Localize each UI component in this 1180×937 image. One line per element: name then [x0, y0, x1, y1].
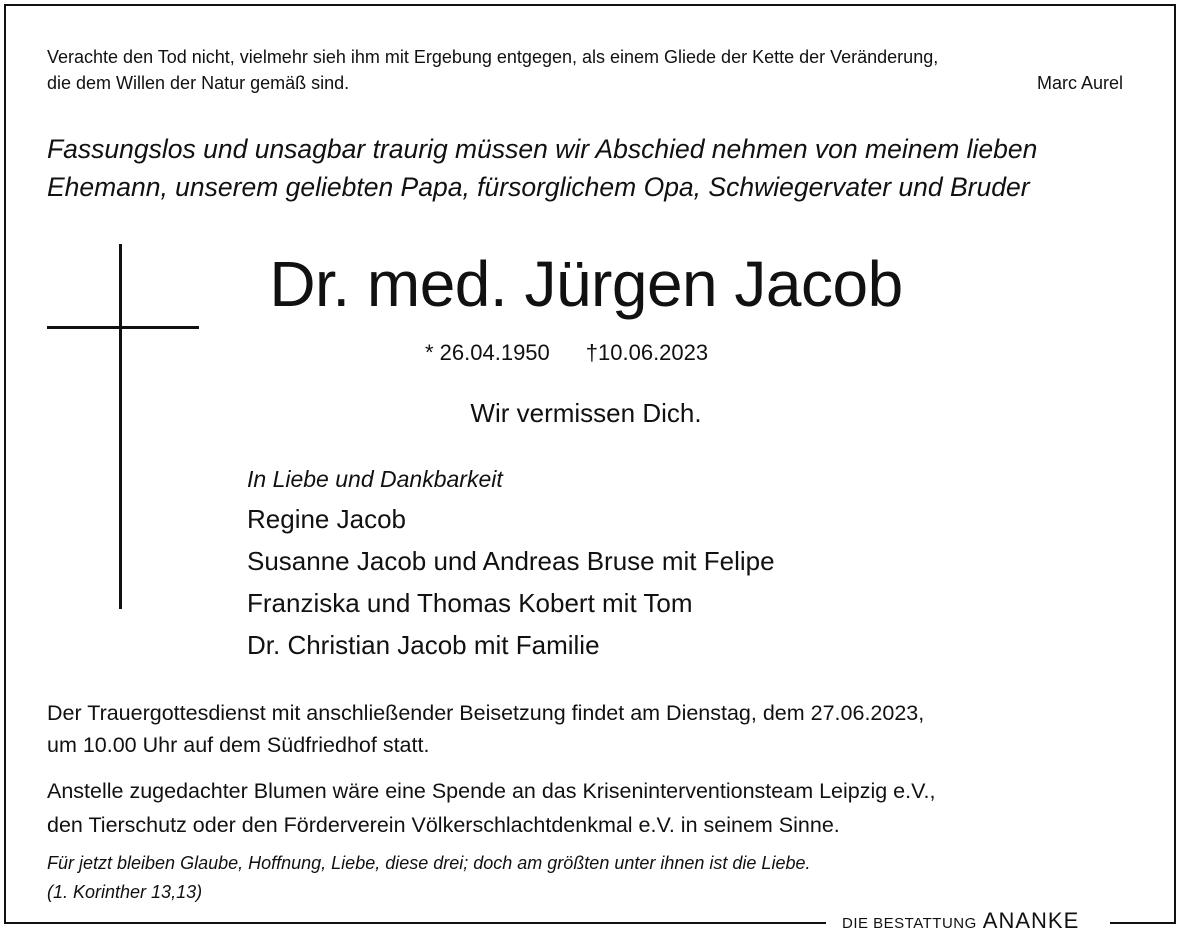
- intro-text: [47, 130, 1037, 206]
- frame-bottom-line-left: [4, 922, 826, 924]
- frame-bottom-line-right: [1110, 922, 1174, 924]
- family-member: Susanne Jacob und Andreas Bruse mit Felipe: [247, 546, 775, 576]
- family-member: Franziska und Thomas Kobert mit Tom: [247, 588, 693, 618]
- death-date: †10.06.2023: [585, 340, 709, 365]
- family-member: Regine Jacob: [247, 504, 406, 534]
- brand-prefix: DIE BESTATTUNG: [842, 915, 977, 932]
- motto-quote: [47, 44, 938, 96]
- family-signature: [247, 460, 775, 666]
- farewell-message: Wir vermissen Dich.: [470, 398, 702, 428]
- verse-line-1: Für jetzt bleiben Glaube, Hoffnung, Liebe, diese drei; doch am größten unter ihnen ist die Liebe.: [47, 853, 811, 873]
- donation-info: [47, 774, 935, 842]
- service-line-1: Der Trauergottesdienst mit anschließender Beisetzung findet am Dienstag, dem 27.06.2023,: [47, 701, 925, 725]
- service-info: [47, 697, 924, 761]
- family-member: Dr. Christian Jacob mit Familie: [247, 630, 600, 660]
- funeral-home-logo: [842, 908, 1079, 937]
- deceased-name-text: Dr. med. Jürgen Jacob: [269, 248, 903, 320]
- bible-verse: [47, 849, 810, 907]
- family-lead: In Liebe und Dankbarkeit: [247, 466, 503, 492]
- intro-line-1: Fassungslos und unsagbar traurig müssen wir Abschied nehmen von meinem lieben: [47, 134, 1038, 164]
- brand-name: ANANKE: [982, 908, 1080, 933]
- service-line-2: um 10.00 Uhr auf dem Südfriedhof statt.: [47, 733, 430, 757]
- intro-line-2: Ehemann, unserem geliebten Papa, fürsorglichem Opa, Schwiegervater und Bruder: [47, 172, 1030, 202]
- deceased-name: [0, 246, 1180, 322]
- motto-line-2: die dem Willen der Natur gemäß sind.: [47, 73, 350, 93]
- verse-line-2: (1. Korinther 13,13): [47, 882, 203, 902]
- life-dates: [425, 338, 708, 368]
- motto-line-1: Verachte den Tod nicht, vielmehr sieh ihm mit Ergebung entgegen, als einem Gliede der Kette der Veränderung,: [47, 47, 939, 67]
- birth-date: * 26.04.1950: [425, 340, 550, 365]
- donation-line-1: Anstelle zugedachter Blumen wäre eine Spende an das Kriseninterventionsteam Leipzig e.V.,: [47, 779, 936, 803]
- cross-icon-horizontal: [47, 326, 199, 329]
- motto-author: Marc Aurel: [1036, 73, 1123, 93]
- donation-line-2: den Tierschutz oder den Förderverein Völkerschlachtdenkmal e.V. in seinem Sinne.: [47, 813, 840, 837]
